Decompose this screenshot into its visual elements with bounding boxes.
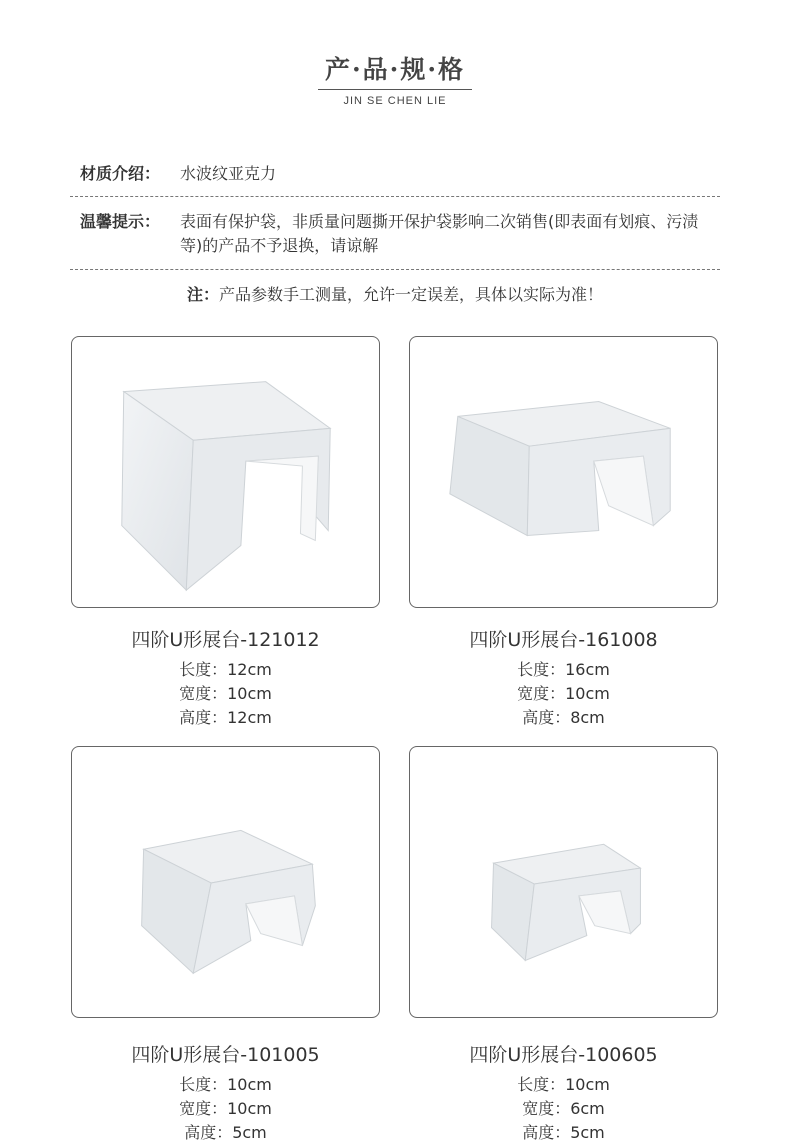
product-image-card [409,336,718,608]
u-stand-illustration [72,337,379,607]
product-image-card [71,336,380,608]
note [0,282,790,305]
note-value: 产品参数手工测量，允许一定误差，具体以实际为准！ [219,285,604,304]
product-dimensions [409,1073,718,1145]
product-image-card [71,746,380,1018]
height-text: 高度：8cm [522,708,605,727]
page-subtitle: JIN SE CHEN LIE [343,95,447,107]
page-title: 产·品·规·格 [324,55,466,84]
tips-value: 表面有保护袋，非质量问题撕开保护袋影响二次销售(即表面有划痕、污渍等)的产品不予退换，请谅解 [180,212,699,255]
title-underline [318,89,472,90]
material-value: 水波纹亚克力 [180,164,277,183]
length-text: 长度：10cm [179,1075,272,1094]
product-dimensions [71,1073,380,1145]
length-text: 长度：16cm [517,660,610,679]
product-image-card [409,746,718,1018]
u-stand-illustration [410,747,717,1017]
length-text: 长度：12cm [179,660,272,679]
width-text: 宽度：6cm [522,1099,605,1118]
product-dimensions [409,658,718,730]
divider [70,196,720,197]
length-text: 长度：10cm [517,1075,610,1094]
product-name: 四阶U形展台-161008 [469,629,658,651]
height-text: 高度：5cm [184,1123,267,1142]
product-name: 四阶U形展台-101005 [131,1044,320,1066]
divider [70,269,720,270]
width-text: 宽度：10cm [179,684,272,703]
product-dimensions [71,658,380,730]
product-name: 四阶U形展台-121012 [131,629,320,651]
material-label: 材质介绍： [80,164,161,183]
tips-label: 温馨提示： [80,212,161,231]
tips-row [80,210,720,258]
u-stand-illustration [410,337,717,607]
height-text: 高度：5cm [522,1123,605,1142]
u-stand-illustration [72,747,379,1017]
width-text: 宽度：10cm [517,684,610,703]
product-name: 四阶U形展台-100605 [469,1044,658,1066]
width-text: 宽度：10cm [179,1099,272,1118]
note-label: 注： [186,285,219,304]
height-text: 高度：12cm [179,708,272,727]
